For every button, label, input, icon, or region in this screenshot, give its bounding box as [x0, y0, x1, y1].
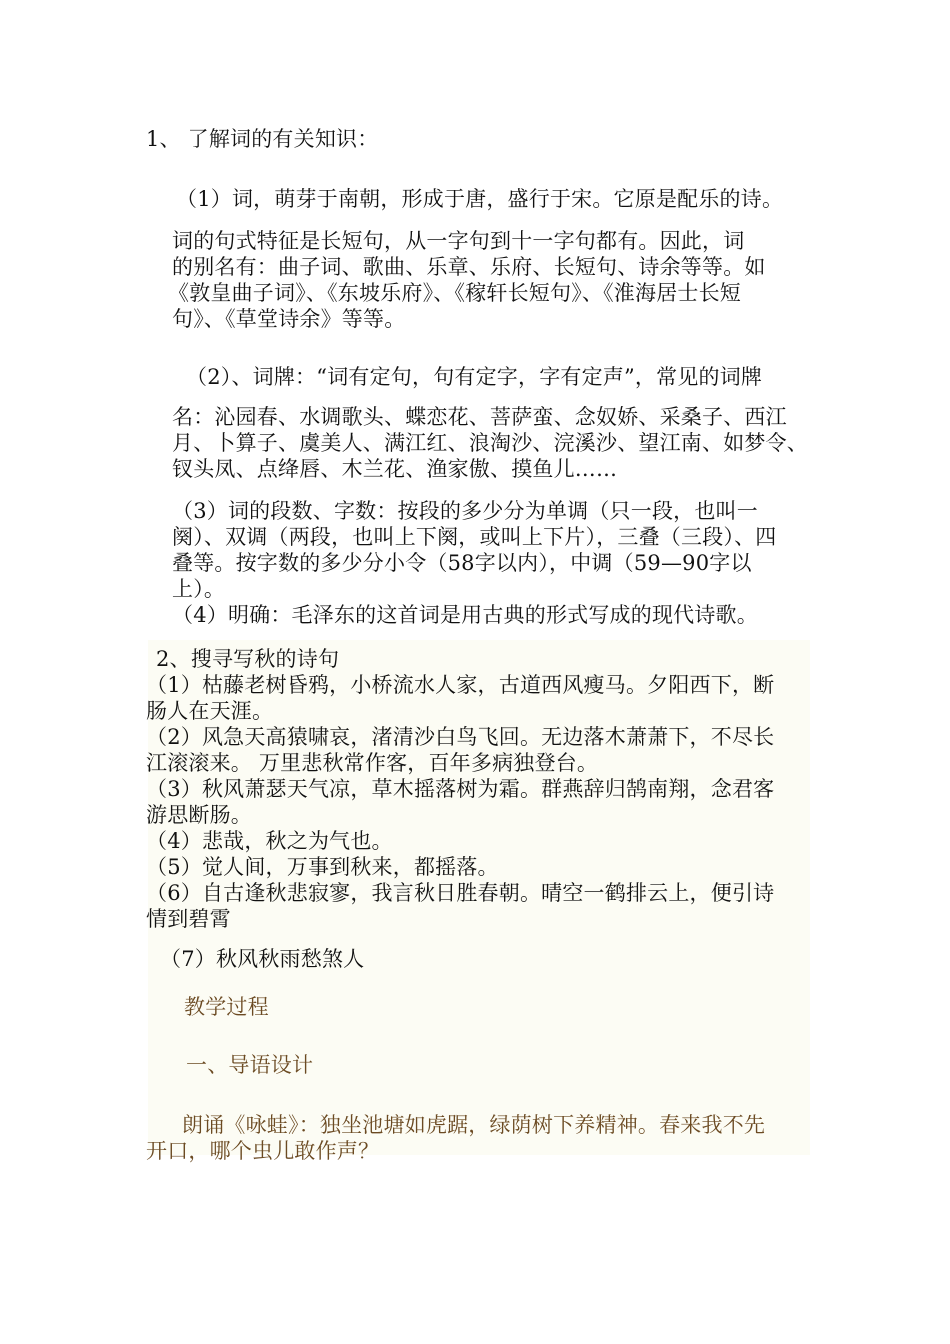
item3-line: （3）词的段数、字数：按段的多少分为单调（只一段，也叫一 [172, 499, 758, 523]
section2-heading: 2、搜寻写秋的诗句 [156, 647, 340, 671]
item2-first-line: （2）、词牌：“词有定句，句有定字，字有定声”，常见的词牌 [186, 365, 763, 389]
poem-line: （2）风急天高猿啸哀，渚清沙白鸟飞回。无边落木萧萧下，不尽长 [146, 725, 775, 749]
item3-line: 叠等。按字数的多少分小令（58字以内），中调（59—90字以 [172, 551, 752, 575]
recitation-line: 开口，哪个虫儿敢作声？ [146, 1139, 380, 1163]
item4-line: （4）明确：毛泽东的这首词是用古典的形式写成的现代诗歌。 [172, 603, 758, 627]
item2-line: 月、卜算子、虞美人、满江红、浪淘沙、浣溪沙、望江南、如梦令、 [172, 431, 808, 455]
intro-design-heading: 一、导语设计 [186, 1053, 314, 1077]
poem-line-7: （7）秋风秋雨愁煞人 [160, 947, 365, 971]
item3-line: 阕）、双调（两段，也叫上下阕，或叫上下片），三叠（三段）、四 [172, 525, 777, 549]
teaching-process-title: 教学过程 [184, 995, 269, 1019]
item2-line: 钗头凤、点绛唇、木兰花、渔家傲、摸鱼儿…… [172, 457, 618, 481]
item1-line: 的别名有：曲子词、歌曲、乐章、乐府、长短句、诗余等等。如 [172, 255, 766, 279]
poem-line: （5）觉人间，万事到秋来，都摇落。 [146, 855, 499, 879]
item1-line: 句》、《草堂诗余》等等。 [172, 307, 406, 331]
recitation-line: 朗诵《咏蛙》：独坐池塘如虎踞，绿荫树下养精神。春来我不先 [182, 1113, 766, 1137]
poem-line: （3）秋风萧瑟天气凉，草木摇落树为霜。群燕辞归鹄南翔，念君客 [146, 777, 775, 801]
item1-line: 《敦皇曲子词》、《东坡乐府》、《稼轩长短句》、《淮海居士长短 [168, 281, 741, 305]
poem-line: （6）自古逢秋悲寂寥，我言秋日胜春朝。晴空一鹤排云上，便引诗 [146, 881, 775, 905]
item1-line: 词的句式特征是长短句，从一字句到十一字句都有。因此，词 [172, 229, 745, 253]
poem-line: （4）悲哉，秋之为气也。 [146, 829, 393, 853]
poem-line: 肠人在天涯。 [146, 699, 274, 723]
item1-first-line: （1）词，萌芽于南朝，形成于唐，盛行于宋。它原是配乐的诗。 [176, 187, 784, 211]
item3-line: 上）。 [172, 577, 226, 601]
poem-line: 江滚滚来。 万里悲秋常作客，百年多病独登台。 [146, 751, 599, 775]
poem-line: （1）枯藤老树昏鸦，小桥流水人家，古道西风瘦马。夕阳西下，断 [146, 673, 775, 697]
poem-line: 情到碧霄 [146, 907, 231, 931]
section1-heading: 1、 了解词的有关知识： [146, 127, 379, 151]
item2-line: 名：沁园春、水调歌头、蝶恋花、菩萨蛮、念奴娇、采桑子、西江 [172, 405, 787, 429]
poem-line: 游思断肠。 [146, 803, 252, 827]
